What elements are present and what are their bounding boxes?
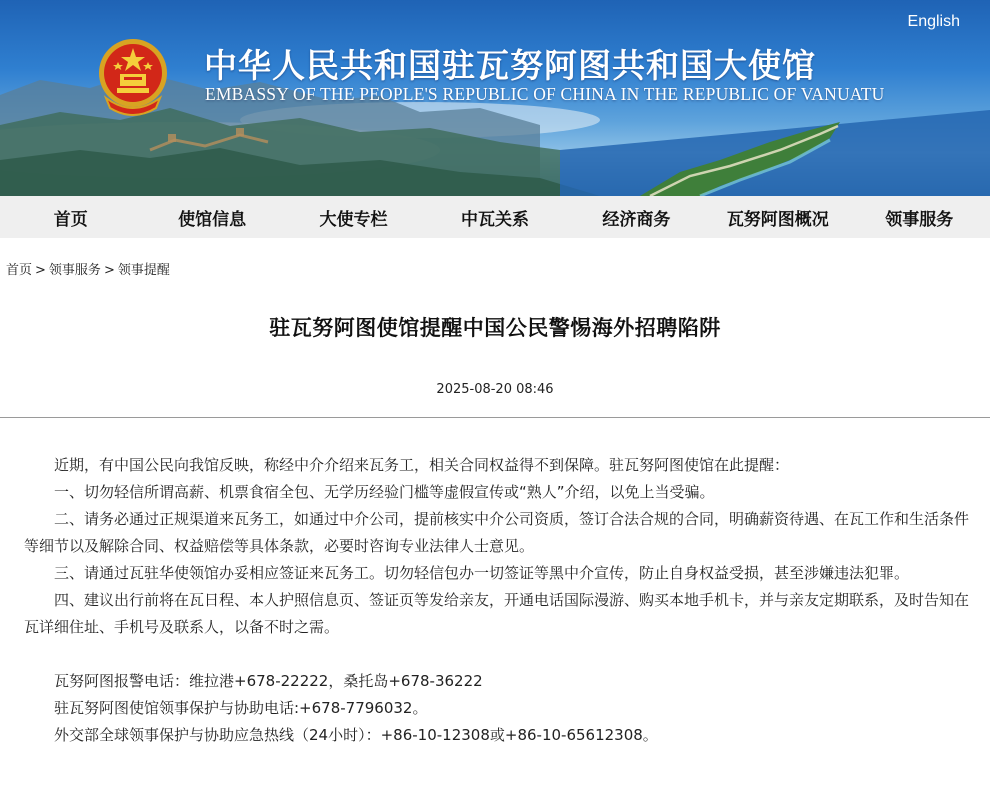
article-paragraph: 二、请务必通过正规渠道来瓦务工，如通过中介公司，提前核实中介公司资质，签订合法合规的合同，明确薪资待遇、在瓦工作和生活条件等细节以及解除合同、权益赔偿等具体条款，必要时咨询专业法律人士意见。 bbox=[24, 510, 970, 555]
contact-line-hotline: 外交部全球领事保护与协助应急热线（24小时）：+86-10-12308或+86-10-65612308。 bbox=[54, 726, 658, 744]
breadcrumb-separator: > bbox=[103, 263, 115, 278]
contact-line-embassy: 驻瓦努阿图使馆领事保护与协助电话:+678-7796032。 bbox=[54, 699, 428, 717]
breadcrumb bbox=[0, 238, 990, 290]
article-date: 2025-08-20 08:46 bbox=[436, 382, 554, 397]
site-title-english: EMBASSY OF THE PEOPLE'S REPUBLIC OF CHINA IN THE REPUBLIC OF VANUATU bbox=[205, 84, 885, 104]
main-navigation bbox=[0, 196, 990, 238]
nav-item-consular-services[interactable]: 领事服务 bbox=[885, 209, 954, 230]
article-body bbox=[0, 418, 990, 749]
breadcrumb-consular-services[interactable]: 领事服务 bbox=[48, 263, 101, 278]
breadcrumb-consular-reminders[interactable]: 领事提醒 bbox=[117, 263, 170, 278]
article-paragraph: 四、建议出行前将在瓦日程、本人护照信息页、签证页等发给亲友，开通电话国际漫游、购买本地手机卡，并与亲友定期联系，及时告知在瓦详细住址、手机号及联系人，以备不时之需。 bbox=[24, 591, 970, 636]
nav-item-china-vanuatu-relations[interactable]: 中瓦关系 bbox=[460, 209, 529, 230]
paragraph-spacer bbox=[24, 641, 970, 668]
nav-item-home[interactable]: 首页 bbox=[53, 209, 88, 230]
article-paragraph: 一、切勿轻信所谓高薪、机票食宿全包、无学历经验门槛等虚假宣传或“熟人”介绍，以免上当受骗。 bbox=[54, 483, 715, 501]
article-paragraph: 三、请通过瓦驻华使领馆办妥相应签证来瓦务工。切勿轻信包办一切签证等黑中介宣传，防止自身权益受损，甚至涉嫌违法犯罪。 bbox=[54, 564, 910, 582]
nav-item-embassy-info[interactable]: 使馆信息 bbox=[178, 209, 247, 230]
breadcrumb-home[interactable]: 首页 bbox=[6, 263, 33, 278]
article-title: 驻瓦努阿图使馆提醒中国公民警惕海外招聘陷阱 bbox=[269, 316, 721, 340]
contact-line-police: 瓦努阿图报警电话：维拉港+678-22222，桑托岛+678-36222 bbox=[54, 672, 483, 690]
nav-item-economy-commerce[interactable]: 经济商务 bbox=[602, 209, 671, 230]
site-banner bbox=[0, 0, 990, 196]
national-emblem-icon bbox=[96, 36, 170, 122]
nav-item-ambassador-column[interactable]: 大使专栏 bbox=[319, 209, 388, 230]
nav-item-vanuatu-overview[interactable]: 瓦努阿图概况 bbox=[726, 209, 829, 230]
breadcrumb-separator: > bbox=[35, 263, 46, 278]
site-title-chinese: 中华人民共和国驻瓦努阿图共和国大使馆 bbox=[204, 46, 816, 85]
english-language-link[interactable]: English bbox=[907, 13, 960, 30]
article-paragraph: 近期，有中国公民向我馆反映，称经中介介绍来瓦务工，相关合同权益得不到保障。驻瓦努阿图使馆在此提醒： bbox=[54, 456, 790, 474]
